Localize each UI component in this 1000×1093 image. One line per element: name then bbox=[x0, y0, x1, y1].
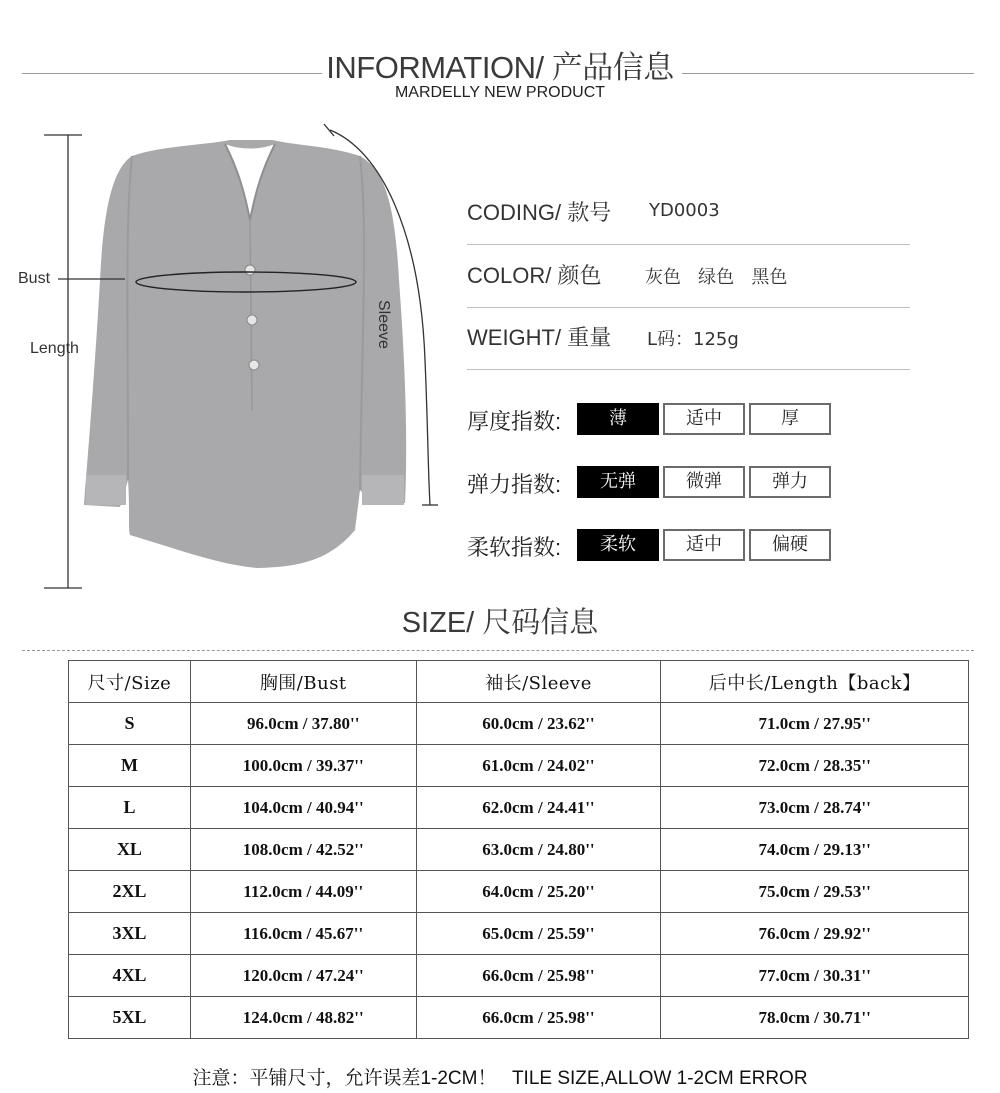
index-option: 厚 bbox=[749, 403, 831, 435]
bust-cell: 116.0cm / 45.67'' bbox=[190, 913, 416, 955]
info-key: WEIGHT/ 重量 bbox=[467, 325, 612, 350]
column-header: 后中长/Length【back】 bbox=[661, 661, 969, 703]
index-option: 偏硬 bbox=[749, 529, 831, 561]
sleeve-cell: 62.0cm / 24.41'' bbox=[416, 787, 661, 829]
bust-cell: 124.0cm / 48.82'' bbox=[190, 997, 416, 1039]
bust-cell: 96.0cm / 37.80'' bbox=[190, 703, 416, 745]
page-title: INFORMATION/ 产品信息 bbox=[326, 50, 674, 85]
index-option: 弹力 bbox=[749, 466, 831, 498]
bust-cell: 120.0cm / 47.24'' bbox=[190, 955, 416, 997]
size-note: 注意：平铺尺寸，允许误差1-2CM！ TILE SIZE,ALLOW 1-2CM ERROR bbox=[192, 1068, 808, 1089]
info-row-weight bbox=[467, 307, 910, 370]
table-row bbox=[69, 787, 969, 829]
sleeve-cell: 66.0cm / 25.98'' bbox=[416, 997, 661, 1039]
table-row bbox=[69, 703, 969, 745]
info-value: L码：125g bbox=[647, 329, 739, 350]
info-key: COLOR/ 颜色 bbox=[467, 263, 602, 288]
info-row-coding bbox=[467, 182, 910, 245]
length-cell: 77.0cm / 30.31'' bbox=[661, 955, 969, 997]
dashed-divider bbox=[22, 650, 974, 651]
size-cell: L bbox=[69, 787, 191, 829]
bust-cell: 108.0cm / 42.52'' bbox=[190, 829, 416, 871]
table-row bbox=[69, 871, 969, 913]
info-row-color bbox=[467, 245, 910, 308]
bust-label: Bust bbox=[18, 270, 51, 287]
size-table bbox=[68, 660, 969, 1039]
size-section-title: SIZE/ 尺码信息 bbox=[401, 607, 599, 639]
index-option: 适中 bbox=[663, 403, 745, 435]
index-option: 适中 bbox=[663, 529, 745, 561]
sleeve-cell: 66.0cm / 25.98'' bbox=[416, 955, 661, 997]
info-value: YD0003 bbox=[649, 200, 720, 221]
sleeve-cell: 60.0cm / 23.62'' bbox=[416, 703, 661, 745]
index-option: 微弹 bbox=[663, 466, 745, 498]
bust-cell: 112.0cm / 44.09'' bbox=[190, 871, 416, 913]
size-cell: 3XL bbox=[69, 913, 191, 955]
bust-cell: 100.0cm / 39.37'' bbox=[190, 745, 416, 787]
sleeve-label: Sleeve bbox=[375, 300, 392, 349]
size-cell: 4XL bbox=[69, 955, 191, 997]
length-cell: 76.0cm / 29.92'' bbox=[661, 913, 969, 955]
length-cell: 72.0cm / 28.35'' bbox=[661, 745, 969, 787]
table-row bbox=[69, 955, 969, 997]
info-key: CODING/ 款号 bbox=[467, 200, 612, 225]
index-option: 薄 bbox=[577, 403, 659, 435]
length-cell: 73.0cm / 28.74'' bbox=[661, 787, 969, 829]
size-cell: 2XL bbox=[69, 871, 191, 913]
sleeve-cell: 64.0cm / 25.20'' bbox=[416, 871, 661, 913]
index-option: 无弹 bbox=[577, 466, 659, 498]
sleeve-cell: 65.0cm / 25.59'' bbox=[416, 913, 661, 955]
page-subtitle: MARDELLY NEW PRODUCT bbox=[394, 84, 606, 101]
length-measure bbox=[44, 135, 82, 588]
length-cell: 78.0cm / 30.71'' bbox=[661, 997, 969, 1039]
index-label: 弹力指数: bbox=[467, 472, 562, 497]
column-header: 袖长/Sleeve bbox=[416, 661, 661, 703]
length-cell: 71.0cm / 27.95'' bbox=[661, 703, 969, 745]
index-label: 柔软指数: bbox=[467, 535, 562, 560]
size-cell: 5XL bbox=[69, 997, 191, 1039]
table-header-row bbox=[69, 661, 969, 703]
table-row bbox=[69, 745, 969, 787]
bust-cell: 104.0cm / 40.94'' bbox=[190, 787, 416, 829]
sleeve-cell: 61.0cm / 24.02'' bbox=[416, 745, 661, 787]
index-option: 柔软 bbox=[577, 529, 659, 561]
table-row bbox=[69, 913, 969, 955]
table-row bbox=[69, 997, 969, 1039]
index-label: 厚度指数: bbox=[467, 409, 562, 434]
length-label: Length bbox=[30, 340, 79, 357]
length-cell: 74.0cm / 29.13'' bbox=[661, 829, 969, 871]
sleeve-cell: 63.0cm / 24.80'' bbox=[416, 829, 661, 871]
column-header: 尺寸/Size bbox=[69, 661, 191, 703]
size-cell: M bbox=[69, 745, 191, 787]
size-cell: S bbox=[69, 703, 191, 745]
size-cell: XL bbox=[69, 829, 191, 871]
info-value: 灰色 绿色 黑色 bbox=[645, 267, 788, 288]
column-header: 胸围/Bust bbox=[190, 661, 416, 703]
blouse-shape bbox=[84, 140, 406, 568]
length-cell: 75.0cm / 29.53'' bbox=[661, 871, 969, 913]
table-row bbox=[69, 829, 969, 871]
